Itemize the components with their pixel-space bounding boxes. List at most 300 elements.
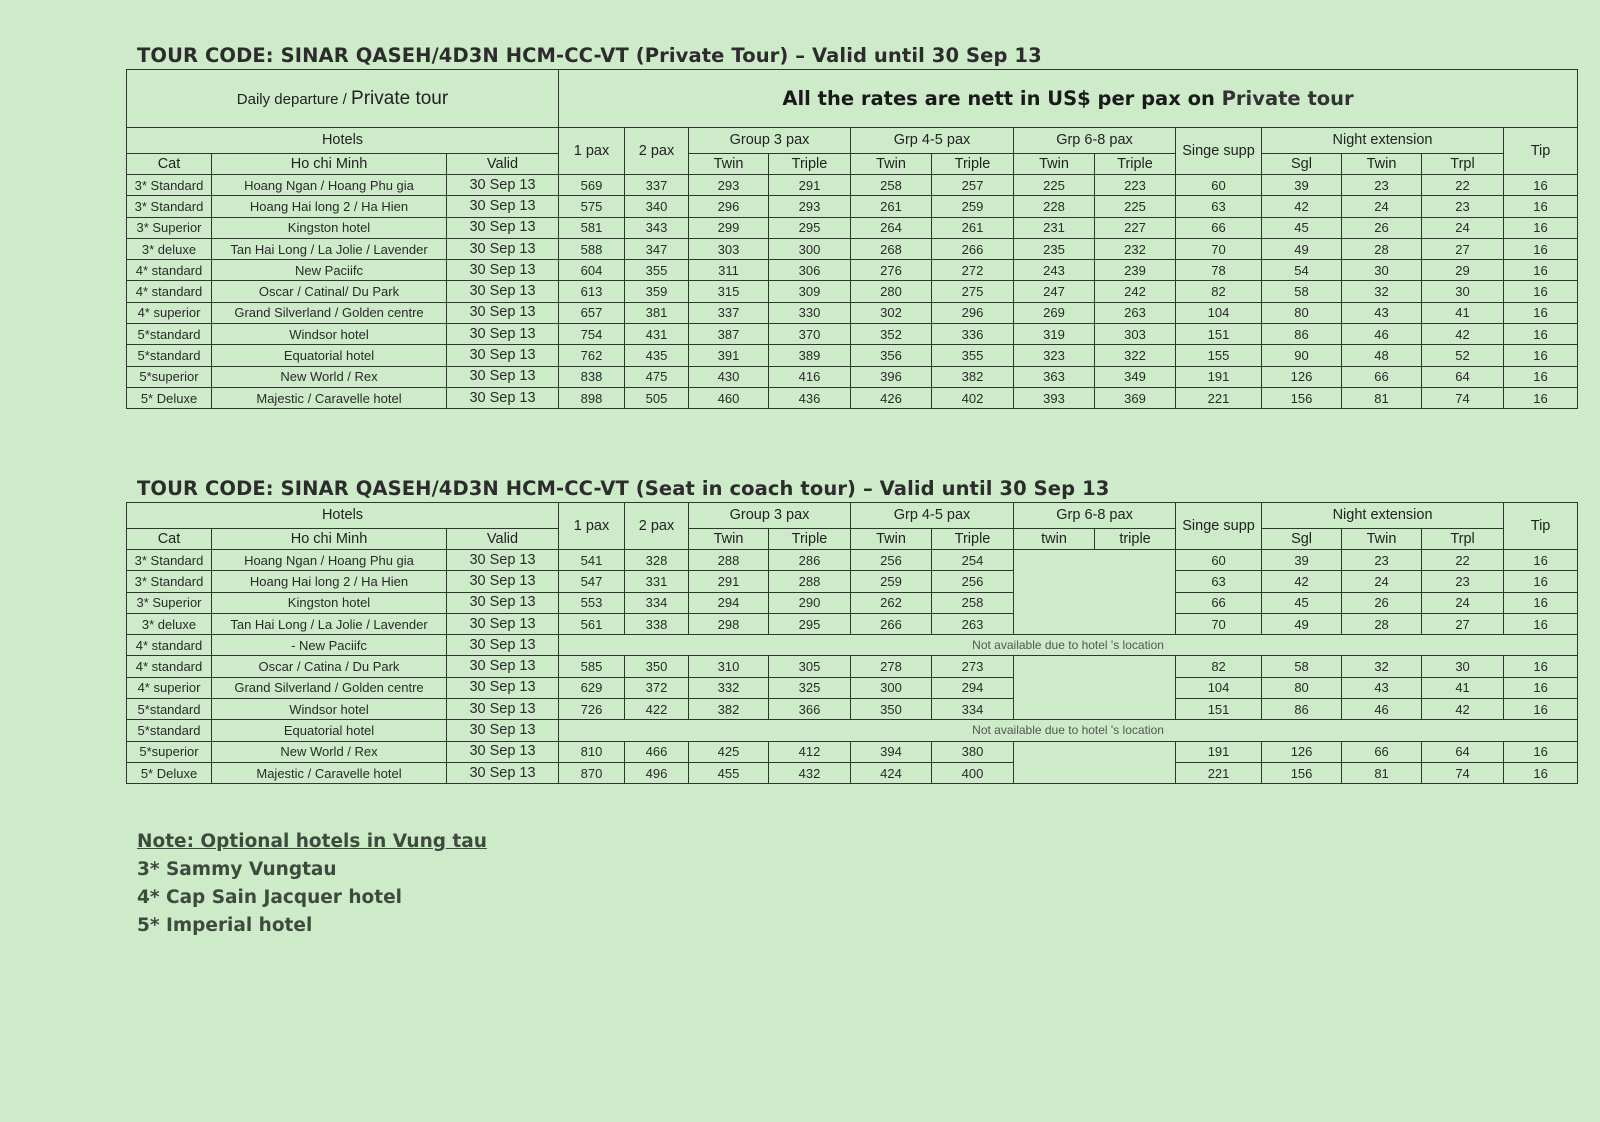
valid-cell: 30 Sep 13: [447, 699, 559, 720]
cat-cell: 3* deluxe: [127, 613, 212, 634]
g3-triple-header: Triple: [769, 154, 851, 175]
table-row: [127, 635, 1578, 656]
night-trpl-cell: 23: [1422, 571, 1504, 592]
valid-cell: 30 Sep 13: [447, 720, 559, 741]
hcm-header: Ho chi Minh: [212, 154, 447, 175]
g68-twin-header: twin: [1014, 529, 1095, 550]
pax1-cell: 629: [559, 677, 625, 698]
g45-twin-cell: 426: [851, 387, 932, 408]
g45-twin-cell: 278: [851, 656, 932, 677]
night-sgl-header: Sgl: [1262, 529, 1342, 550]
table-row: [127, 699, 1578, 720]
g3-triple-cell: 305: [769, 656, 851, 677]
single-supp-cell: 60: [1176, 550, 1262, 571]
night-twin-cell: 23: [1342, 175, 1422, 196]
cat-cell: 4* standard: [127, 635, 212, 656]
grp45-header: Grp 4-5 pax: [851, 128, 1014, 154]
tip-cell: 16: [1504, 387, 1578, 408]
g3-triple-cell: 370: [769, 324, 851, 345]
g45-triple-header: Triple: [932, 154, 1014, 175]
valid-cell: 30 Sep 13: [447, 260, 559, 281]
tip-header: Tip: [1504, 503, 1578, 550]
tip-cell: 16: [1504, 762, 1578, 783]
pax2-cell: 505: [625, 387, 689, 408]
night-twin-cell: 46: [1342, 324, 1422, 345]
g45-twin-cell: 259: [851, 571, 932, 592]
g68-triple-cell: 369: [1095, 387, 1176, 408]
g68-twin-cell: 323: [1014, 345, 1095, 366]
g68-triple-cell: 232: [1095, 238, 1176, 259]
g45-twin-cell: 262: [851, 592, 932, 613]
night-sgl-cell: 39: [1262, 550, 1342, 571]
hotel-cell: Hoang Hai long 2 / Ha Hien: [212, 571, 447, 592]
tip-cell: 16: [1504, 741, 1578, 762]
g3-triple-cell: 293: [769, 196, 851, 217]
table-row: [127, 260, 1578, 281]
g3-twin-cell: 382: [689, 699, 769, 720]
private-tour-rows: [127, 175, 1578, 409]
g3-twin-cell: 315: [689, 281, 769, 302]
tip-cell: 16: [1504, 677, 1578, 698]
note-item: 5* Imperial hotel: [137, 915, 313, 936]
pax2-header: 2 pax: [625, 503, 689, 550]
g45-triple-cell: 382: [932, 366, 1014, 387]
tip-cell: 16: [1504, 238, 1578, 259]
g3-triple-cell: 416: [769, 366, 851, 387]
pax1-header: 1 pax: [559, 128, 625, 175]
night-sgl-cell: 58: [1262, 656, 1342, 677]
g68-triple-cell: 349: [1095, 366, 1176, 387]
cat-cell: 4* standard: [127, 281, 212, 302]
cat-cell: 3* Superior: [127, 592, 212, 613]
g45-triple-cell: 257: [932, 175, 1014, 196]
g68-triple-header: Triple: [1095, 154, 1176, 175]
night-trpl-cell: 42: [1422, 324, 1504, 345]
g68-triple-cell: 225: [1095, 196, 1176, 217]
valid-header: Valid: [447, 529, 559, 550]
night-sgl-cell: 156: [1262, 762, 1342, 783]
g45-twin-cell: 352: [851, 324, 932, 345]
cat-cell: 3* Superior: [127, 217, 212, 238]
night-twin-cell: 24: [1342, 196, 1422, 217]
g45-triple-cell: 275: [932, 281, 1014, 302]
g3-triple-cell: 286: [769, 550, 851, 571]
single-supp-cell: 82: [1176, 281, 1262, 302]
g3-twin-header: Twin: [689, 154, 769, 175]
single-supp-cell: 151: [1176, 324, 1262, 345]
g3-triple-cell: 288: [769, 571, 851, 592]
pax1-cell: 569: [559, 175, 625, 196]
g3-twin-cell: 291: [689, 571, 769, 592]
hotel-cell: Equatorial hotel: [212, 345, 447, 366]
hotel-cell: New Paciifc: [212, 260, 447, 281]
daily-departure-label: Daily departure /: [236, 90, 352, 108]
night-trpl-cell: 27: [1422, 238, 1504, 259]
night-sgl-cell: 156: [1262, 387, 1342, 408]
pax1-cell: 575: [559, 196, 625, 217]
rates-private-tour-label: Private tour: [1221, 87, 1354, 110]
pax1-cell: 754: [559, 324, 625, 345]
pax1-cell: 657: [559, 302, 625, 323]
pax1-cell: 553: [559, 592, 625, 613]
cat-cell: 5*standard: [127, 720, 212, 741]
g3-triple-cell: 366: [769, 699, 851, 720]
g3-twin-cell: 460: [689, 387, 769, 408]
g68-twin-cell: 247: [1014, 281, 1095, 302]
single-supp-cell: 63: [1176, 571, 1262, 592]
table-row: [127, 550, 1578, 571]
hotel-cell: Majestic / Caravelle hotel: [212, 762, 447, 783]
g3-triple-cell: 295: [769, 613, 851, 634]
night-twin-header: Twin: [1342, 529, 1422, 550]
pax1-cell: 547: [559, 571, 625, 592]
hotel-cell: Equatorial hotel: [212, 720, 447, 741]
night-trpl-cell: 41: [1422, 677, 1504, 698]
single-supp-cell: 104: [1176, 302, 1262, 323]
table-row: [127, 762, 1578, 783]
night-sgl-cell: 49: [1262, 613, 1342, 634]
valid-cell: 30 Sep 13: [447, 238, 559, 259]
night-trpl-header: Trpl: [1422, 529, 1504, 550]
not-available-cell: Not available due to hotel 's location: [559, 635, 1578, 656]
g3-triple-cell: 330: [769, 302, 851, 323]
single-supp-cell: 221: [1176, 762, 1262, 783]
pax1-cell: 870: [559, 762, 625, 783]
pax2-cell: 381: [625, 302, 689, 323]
cat-cell: 3* Standard: [127, 550, 212, 571]
cat-cell: 5*superior: [127, 741, 212, 762]
night-twin-cell: 30: [1342, 260, 1422, 281]
night-sgl-cell: 86: [1262, 699, 1342, 720]
night-twin-cell: 81: [1342, 387, 1422, 408]
pax1-header: 1 pax: [559, 503, 625, 550]
table-row: [127, 592, 1578, 613]
tip-cell: 16: [1504, 260, 1578, 281]
g45-triple-cell: 402: [932, 387, 1014, 408]
tip-cell: 16: [1504, 217, 1578, 238]
cat-cell: 4* standard: [127, 260, 212, 281]
cat-header: Cat: [127, 154, 212, 175]
g45-twin-cell: 266: [851, 613, 932, 634]
night-twin-header: Twin: [1342, 154, 1422, 175]
g68-twin-header: Twin: [1014, 154, 1095, 175]
valid-cell: 30 Sep 13: [447, 281, 559, 302]
g68-triple-cell: 227: [1095, 217, 1176, 238]
g3-triple-cell: 432: [769, 762, 851, 783]
hotel-cell: Oscar / Catina / Du Park: [212, 656, 447, 677]
table-row: [127, 613, 1578, 634]
grp68-empty-cell: [1014, 550, 1176, 635]
note-item: 3* Sammy Vungtau: [137, 859, 337, 880]
tip-cell: 16: [1504, 613, 1578, 634]
valid-cell: 30 Sep 13: [447, 217, 559, 238]
g45-twin-cell: 264: [851, 217, 932, 238]
g45-twin-cell: 258: [851, 175, 932, 196]
g45-twin-cell: 302: [851, 302, 932, 323]
night-sgl-cell: 80: [1262, 302, 1342, 323]
tip-cell: 16: [1504, 196, 1578, 217]
g68-triple-header: triple: [1095, 529, 1176, 550]
g45-twin-cell: 394: [851, 741, 932, 762]
pax2-cell: 422: [625, 699, 689, 720]
tip-header: Tip: [1504, 128, 1578, 175]
valid-cell: 30 Sep 13: [447, 677, 559, 698]
night-trpl-cell: 24: [1422, 592, 1504, 613]
pax2-cell: 340: [625, 196, 689, 217]
pax1-cell: 588: [559, 238, 625, 259]
pax2-cell: 435: [625, 345, 689, 366]
hotel-cell: Windsor hotel: [212, 324, 447, 345]
hotel-cell: - New Paciifc: [212, 635, 447, 656]
pax2-cell: 496: [625, 762, 689, 783]
night-extension-header: Night extension: [1262, 503, 1504, 529]
pax2-cell: 334: [625, 592, 689, 613]
g3-twin-cell: 288: [689, 550, 769, 571]
valid-cell: 30 Sep 13: [447, 635, 559, 656]
g45-triple-cell: 355: [932, 345, 1014, 366]
tip-cell: 16: [1504, 366, 1578, 387]
tip-cell: 16: [1504, 592, 1578, 613]
night-twin-cell: 81: [1342, 762, 1422, 783]
night-trpl-cell: 24: [1422, 217, 1504, 238]
night-sgl-cell: 86: [1262, 324, 1342, 345]
table-row: [127, 175, 1578, 196]
night-trpl-cell: 30: [1422, 281, 1504, 302]
hotel-cell: Majestic / Caravelle hotel: [212, 387, 447, 408]
tip-cell: 16: [1504, 550, 1578, 571]
night-twin-cell: 28: [1342, 613, 1422, 634]
g68-twin-cell: 363: [1014, 366, 1095, 387]
night-trpl-cell: 23: [1422, 196, 1504, 217]
g3-twin-cell: 337: [689, 302, 769, 323]
hotels-header: Hotels: [127, 128, 559, 154]
cat-cell: 3* Standard: [127, 571, 212, 592]
single-supp-cell: 66: [1176, 217, 1262, 238]
g3-triple-cell: 306: [769, 260, 851, 281]
tip-cell: 16: [1504, 324, 1578, 345]
single-supp-cell: 191: [1176, 741, 1262, 762]
night-trpl-cell: 30: [1422, 656, 1504, 677]
pax2-cell: 431: [625, 324, 689, 345]
table-row: [127, 656, 1578, 677]
g3-triple-cell: 325: [769, 677, 851, 698]
table-row: [127, 387, 1578, 408]
single-supp-cell: 191: [1176, 366, 1262, 387]
table1-title: TOUR CODE: SINAR QASEH/4D3N HCM-CC-VT (Private Tour) – Valid until 30 Sep 13: [137, 44, 1042, 67]
hotel-cell: Hoang Hai long 2 / Ha Hien: [212, 196, 447, 217]
g3-twin-cell: 311: [689, 260, 769, 281]
pax2-cell: 475: [625, 366, 689, 387]
hotel-cell: Grand Silverland / Golden centre: [212, 677, 447, 698]
single-supp-cell: 82: [1176, 656, 1262, 677]
g3-triple-cell: 295: [769, 217, 851, 238]
night-twin-cell: 66: [1342, 366, 1422, 387]
night-sgl-header: Sgl: [1262, 154, 1342, 175]
single-supp-cell: 60: [1176, 175, 1262, 196]
g68-twin-cell: 319: [1014, 324, 1095, 345]
pax1-cell: 810: [559, 741, 625, 762]
pax2-cell: 328: [625, 550, 689, 571]
g68-twin-cell: 235: [1014, 238, 1095, 259]
pax2-cell: 372: [625, 677, 689, 698]
daily-departure-header: [127, 70, 559, 128]
hotel-cell: Grand Silverland / Golden centre: [212, 302, 447, 323]
g68-triple-cell: 303: [1095, 324, 1176, 345]
pax1-cell: 762: [559, 345, 625, 366]
single-supp-cell: 78: [1176, 260, 1262, 281]
cat-cell: 4* standard: [127, 656, 212, 677]
g45-triple-cell: 296: [932, 302, 1014, 323]
tip-cell: 16: [1504, 302, 1578, 323]
g45-triple-cell: 261: [932, 217, 1014, 238]
g45-twin-cell: 396: [851, 366, 932, 387]
group3-header: Group 3 pax: [689, 503, 851, 529]
g45-triple-cell: 272: [932, 260, 1014, 281]
table-row: [127, 720, 1578, 741]
night-twin-cell: 46: [1342, 699, 1422, 720]
night-sgl-cell: 126: [1262, 366, 1342, 387]
cat-cell: 4* superior: [127, 677, 212, 698]
night-sgl-cell: 42: [1262, 196, 1342, 217]
g3-triple-cell: 300: [769, 238, 851, 259]
g45-triple-header: Triple: [932, 529, 1014, 550]
single-supp-cell: 70: [1176, 613, 1262, 634]
g45-twin-cell: 268: [851, 238, 932, 259]
g68-twin-cell: 269: [1014, 302, 1095, 323]
night-twin-cell: 43: [1342, 302, 1422, 323]
g68-triple-cell: 263: [1095, 302, 1176, 323]
grp45-header: Grp 4-5 pax: [851, 503, 1014, 529]
table-row: [127, 196, 1578, 217]
night-twin-cell: 48: [1342, 345, 1422, 366]
grp68-empty-cell: [1014, 656, 1176, 720]
g45-twin-cell: 261: [851, 196, 932, 217]
g45-twin-cell: 280: [851, 281, 932, 302]
table-row: [127, 677, 1578, 698]
cat-header: Cat: [127, 529, 212, 550]
night-trpl-cell: 41: [1422, 302, 1504, 323]
pax2-cell: 331: [625, 571, 689, 592]
pax1-cell: 613: [559, 281, 625, 302]
table-row: [127, 345, 1578, 366]
table2-title: TOUR CODE: SINAR QASEH/4D3N HCM-CC-VT (Seat in coach tour) – Valid until 30 Sep 13: [137, 477, 1110, 500]
grp68-header: Grp 6-8 pax: [1014, 128, 1176, 154]
pax1-cell: 541: [559, 550, 625, 571]
cat-cell: 5* Deluxe: [127, 762, 212, 783]
g45-twin-cell: 300: [851, 677, 932, 698]
tip-cell: 16: [1504, 656, 1578, 677]
single-supp-cell: 66: [1176, 592, 1262, 613]
g68-twin-cell: 231: [1014, 217, 1095, 238]
g68-triple-cell: 223: [1095, 175, 1176, 196]
pax2-header: 2 pax: [625, 128, 689, 175]
night-twin-cell: 32: [1342, 656, 1422, 677]
table-row: [127, 741, 1578, 762]
valid-header: Valid: [447, 154, 559, 175]
g3-triple-cell: 309: [769, 281, 851, 302]
single-supp-header: Singe supp: [1176, 503, 1262, 550]
night-sgl-cell: 90: [1262, 345, 1342, 366]
valid-cell: 30 Sep 13: [447, 302, 559, 323]
g68-twin-cell: 243: [1014, 260, 1095, 281]
hotel-cell: Windsor hotel: [212, 699, 447, 720]
night-trpl-cell: 27: [1422, 613, 1504, 634]
night-twin-cell: 26: [1342, 217, 1422, 238]
night-sgl-cell: 45: [1262, 217, 1342, 238]
private-tour-rate-table: [126, 69, 1578, 409]
hotels-header: Hotels: [127, 503, 559, 529]
pax2-cell: 350: [625, 656, 689, 677]
tip-cell: 16: [1504, 571, 1578, 592]
single-supp-cell: 221: [1176, 387, 1262, 408]
night-trpl-cell: 74: [1422, 762, 1504, 783]
g3-triple-cell: 389: [769, 345, 851, 366]
group3-header: Group 3 pax: [689, 128, 851, 154]
night-twin-cell: 24: [1342, 571, 1422, 592]
g3-triple-cell: 291: [769, 175, 851, 196]
hotel-cell: Tan Hai Long / La Jolie / Lavender: [212, 238, 447, 259]
night-twin-cell: 26: [1342, 592, 1422, 613]
private-tour-label: Private tour: [351, 87, 449, 109]
hotel-cell: Hoang Ngan / Hoang Phu gia: [212, 550, 447, 571]
cat-cell: 5*standard: [127, 345, 212, 366]
pax1-cell: 581: [559, 217, 625, 238]
g3-twin-cell: 425: [689, 741, 769, 762]
pax2-cell: 359: [625, 281, 689, 302]
pax2-cell: 337: [625, 175, 689, 196]
rates-nett-label: All the rates are nett in US$ per pax on: [782, 87, 1222, 110]
valid-cell: 30 Sep 13: [447, 571, 559, 592]
g3-twin-cell: 296: [689, 196, 769, 217]
night-trpl-cell: 52: [1422, 345, 1504, 366]
single-supp-cell: 104: [1176, 677, 1262, 698]
rates-nett-header: [559, 70, 1578, 128]
cat-cell: 5*superior: [127, 366, 212, 387]
night-twin-cell: 23: [1342, 550, 1422, 571]
pax2-cell: 343: [625, 217, 689, 238]
cat-cell: 3* Standard: [127, 175, 212, 196]
g3-twin-cell: 332: [689, 677, 769, 698]
not-available-cell: Not available due to hotel 's location: [559, 720, 1578, 741]
valid-cell: 30 Sep 13: [447, 592, 559, 613]
grp68-empty-cell: [1014, 741, 1176, 784]
night-sgl-cell: 49: [1262, 238, 1342, 259]
table-row: [127, 302, 1578, 323]
g3-twin-cell: 294: [689, 592, 769, 613]
optional-hotels-note: [137, 828, 487, 940]
valid-cell: 30 Sep 13: [447, 196, 559, 217]
night-trpl-cell: 64: [1422, 366, 1504, 387]
night-trpl-cell: 29: [1422, 260, 1504, 281]
night-extension-header: Night extension: [1262, 128, 1504, 154]
pax2-cell: 466: [625, 741, 689, 762]
valid-cell: 30 Sep 13: [447, 175, 559, 196]
night-sgl-cell: 58: [1262, 281, 1342, 302]
tip-cell: 16: [1504, 175, 1578, 196]
table-row: [127, 571, 1578, 592]
g3-twin-cell: 387: [689, 324, 769, 345]
tip-cell: 16: [1504, 345, 1578, 366]
g45-triple-cell: 400: [932, 762, 1014, 783]
grp68-header: Grp 6-8 pax: [1014, 503, 1176, 529]
pax1-cell: 898: [559, 387, 625, 408]
g45-triple-cell: 336: [932, 324, 1014, 345]
hotel-cell: Kingston hotel: [212, 592, 447, 613]
table-row: [127, 217, 1578, 238]
g45-triple-cell: 259: [932, 196, 1014, 217]
night-sgl-cell: 42: [1262, 571, 1342, 592]
pax2-cell: 355: [625, 260, 689, 281]
